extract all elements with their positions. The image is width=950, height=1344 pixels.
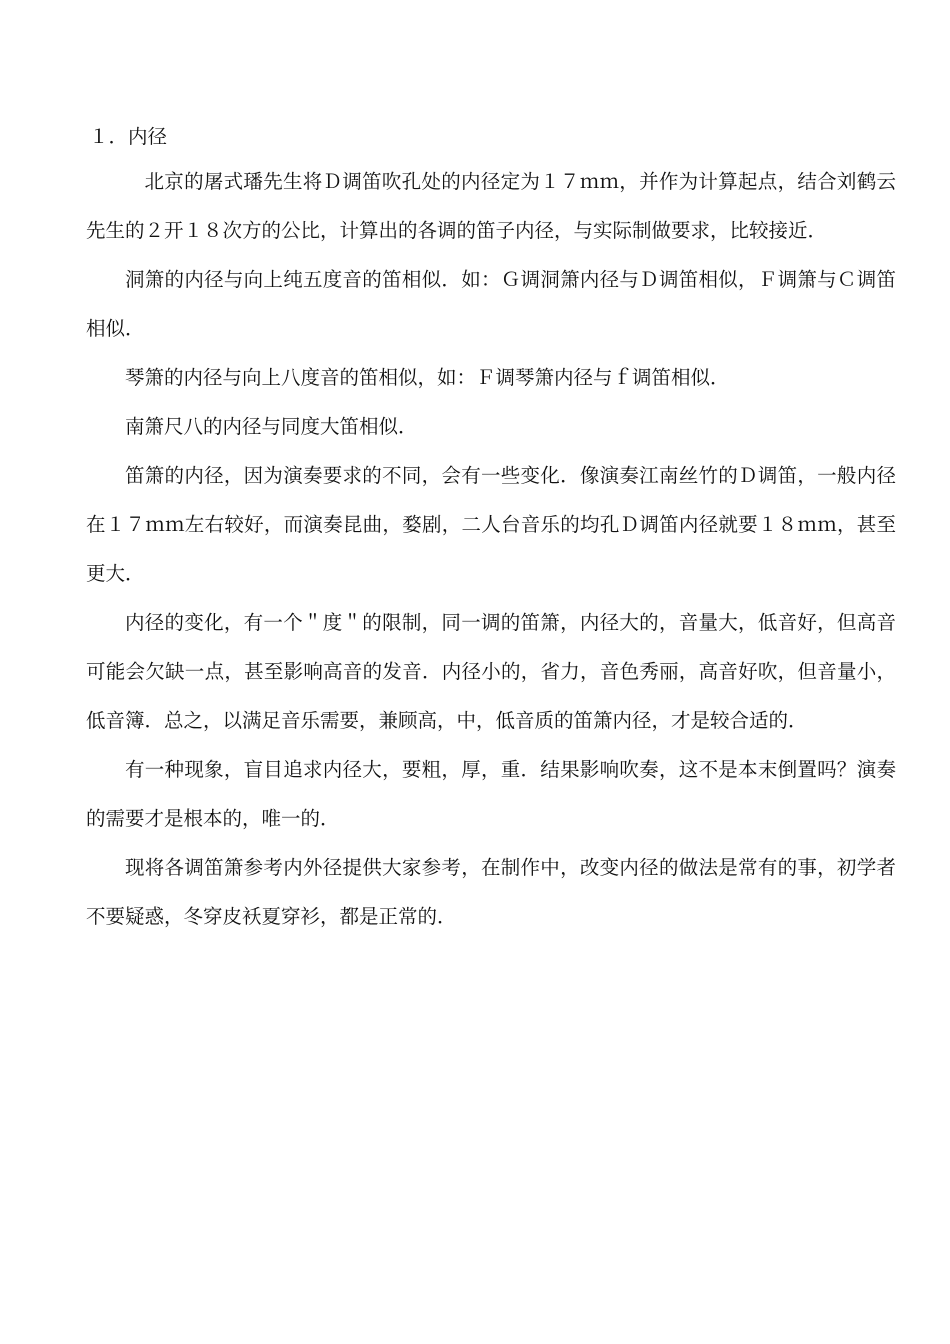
- paragraph-bore-calculation: 北京的屠式璠先生将Ｄ调笛吹孔处的内径定为１７ｍｍ，并作为计算起点，结合刘鹤云先生的２开１８次方的公比，计算出的各调的笛子内径，与实际制做要求，比较接近．: [86, 170, 896, 242]
- section-heading: １．内径: [89, 125, 168, 148]
- paragraph-reference: 现将各调笛箫参考内外径提供大家参考，在制作中，改变内径的做法是常有的事，初学者不要疑惑，冬穿皮袄夏穿衫，都是正常的．: [86, 856, 896, 928]
- paragraph-nanxiao-bore: 南箫尺八的内径与同度大笛相似．: [125, 415, 418, 438]
- paragraph-bore-variation: 笛箫的内径，因为演奏要求的不同，会有一些变化．像演奏江南丝竹的Ｄ调笛，一般内径在１７ｍｍ左右较好，而演奏昆曲，婺剧，二人台音乐的均孔Ｄ调笛内径就要１８ｍｍ，甚至更大．: [86, 464, 896, 585]
- paragraph-qinxiao-bore: 琴箫的内径与向上八度音的笛相似，如：Ｆ调琴箫内径与ｆ调笛相似．: [125, 366, 730, 389]
- paragraph-bore-limits: 内径的变化，有一个＂度＂的限制，同一调的笛箫，内径大的，音量大，低音好，但高音可能会欠缺一点，甚至影响高音的发音．内径小的，省力，音色秀丽，高音好吹，但音量小，低音簿．总之，以满足音乐需要，兼顾高，中，低音质的笛箫内径，才是较合适的．: [86, 611, 896, 732]
- paragraph-dongxiao-bore: 洞箫的内径与向上纯五度音的笛相似．如：Ｇ调洞箫内径与Ｄ调笛相似，Ｆ调箫与Ｃ调笛相似．: [86, 268, 896, 340]
- paragraph-phenomenon: 有一种现象，盲目追求内径大，要粗，厚，重．结果影响吹奏，这不是本末倒置吗？演奏的需要才是根本的，唯一的．: [86, 758, 896, 830]
- document-body: [86, 120, 896, 941]
